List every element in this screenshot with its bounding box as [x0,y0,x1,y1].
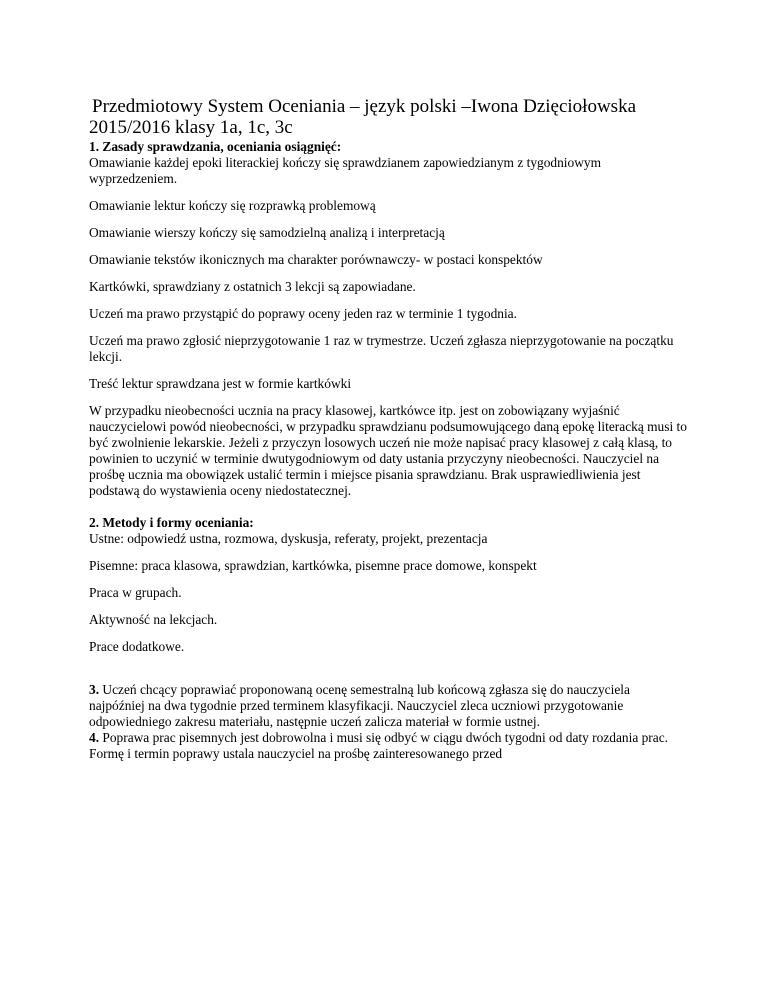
section-2 [89,515,689,655]
section-2-paragraph: Aktywność na lekcjach. [89,612,218,627]
section-1-paragraph: Uczeń ma prawo przystąpić do poprawy oceny jeden raz w terminie 1 tygodnia. [89,306,517,321]
section-1-paragraph: W przypadku nieobecności ucznia na pracy klasowej, kartkówce itp. jest on zobowiązany wyjaśnić nauczycielowi powód nieobecności, w przypadku sprawdzianu podsumowującego daną epokę literacką musi to być zwolnienie lekarskie. Jeżeli z przyczyn losowych uczeń nie może napisać pracy klasowej z całą klasą, to powinien to uczynić w terminie dwutygodniowym od daty ustania przyczyny nieobecności. Nauczyciel na prośbę ucznia ma obowiązek ustalić termin i miejsce pisania sprawdzianu. Brak usprawiedliwienia jest podstawą do wystawienia oceny niedostatecznej. [89,403,687,498]
section-1 [89,139,689,499]
section-3-text: Uczeń chcący poprawiać proponowaną ocenę semestralną lub końcową zgłasza się do nauczyciela najpóźniej na dwa tygodnie przed terminem klasyfikacji. Nauczyciel zleca uczniowi przygotowanie odpowiedniego zakresu materiału, następnie uczeń zalicza materiał w formie ustnej. [89,682,630,729]
section-4-text: Poprawa prac pisemnych jest dobrowolna i musi się odbyć w ciągu dwóch tygodni od daty rozdania prac. Formę i termin poprawy ustala nauczyciel na prośbę zainteresowanego przed [89,730,669,761]
title-line-2: 2015/2016 klasy 1a, 1c, 3c [89,117,293,138]
section-2-paragraph: Praca w grupach. [89,585,182,600]
document-page [89,96,689,762]
section-3-paragraph [89,682,689,730]
section-1-paragraph: Omawianie wierszy kończy się samodzielną analizą i interpretacją [89,225,445,240]
document-title [89,96,689,138]
section-2-paragraph: Ustne: odpowiedź ustna, rozmowa, dyskusja, referaty, projekt, prezentacja [89,531,488,546]
section-1-paragraph: Kartkówki, sprawdziany z ostatnich 3 lekcji są zapowiadane. [89,279,416,294]
section-4-paragraph [89,730,689,762]
title-line-1: Przedmiotowy System Oceniania – język polski –Iwona Dzięciołowska [92,96,637,117]
section-2-paragraph: Prace dodatkowe. [89,639,185,654]
section-1-paragraph: Uczeń ma prawo zgłosić nieprzygotowanie 1 raz w trymestrze. Uczeń zgłasza nieprzygotowanie na początku lekcji. [89,333,674,364]
section-2-paragraph: Pisemne: praca klasowa, sprawdzian, kartkówka, pisemne prace domowe, konspekt [89,558,537,573]
section-3-number: 3. [89,682,100,697]
section-1-paragraph: Omawianie tekstów ikonicznych ma charakter porównawczy- w postaci konspektów [89,252,543,267]
section-3-4 [89,682,689,762]
section-1-paragraph: Treść lektur sprawdzana jest w formie kartkówki [89,376,352,391]
section-4-number: 4. [89,730,100,745]
section-1-paragraph: Omawianie lektur kończy się rozprawką problemową [89,198,376,213]
section-1-paragraph: Omawianie każdej epoki literackiej kończy się sprawdzianem zapowiedzianym z tygodniowym wyprzedzeniem. [89,155,602,186]
section-2-heading: 2. Metody i formy oceniania: [89,515,254,530]
section-1-heading: 1. Zasady sprawdzania, oceniania osiągnięć: [89,139,342,154]
